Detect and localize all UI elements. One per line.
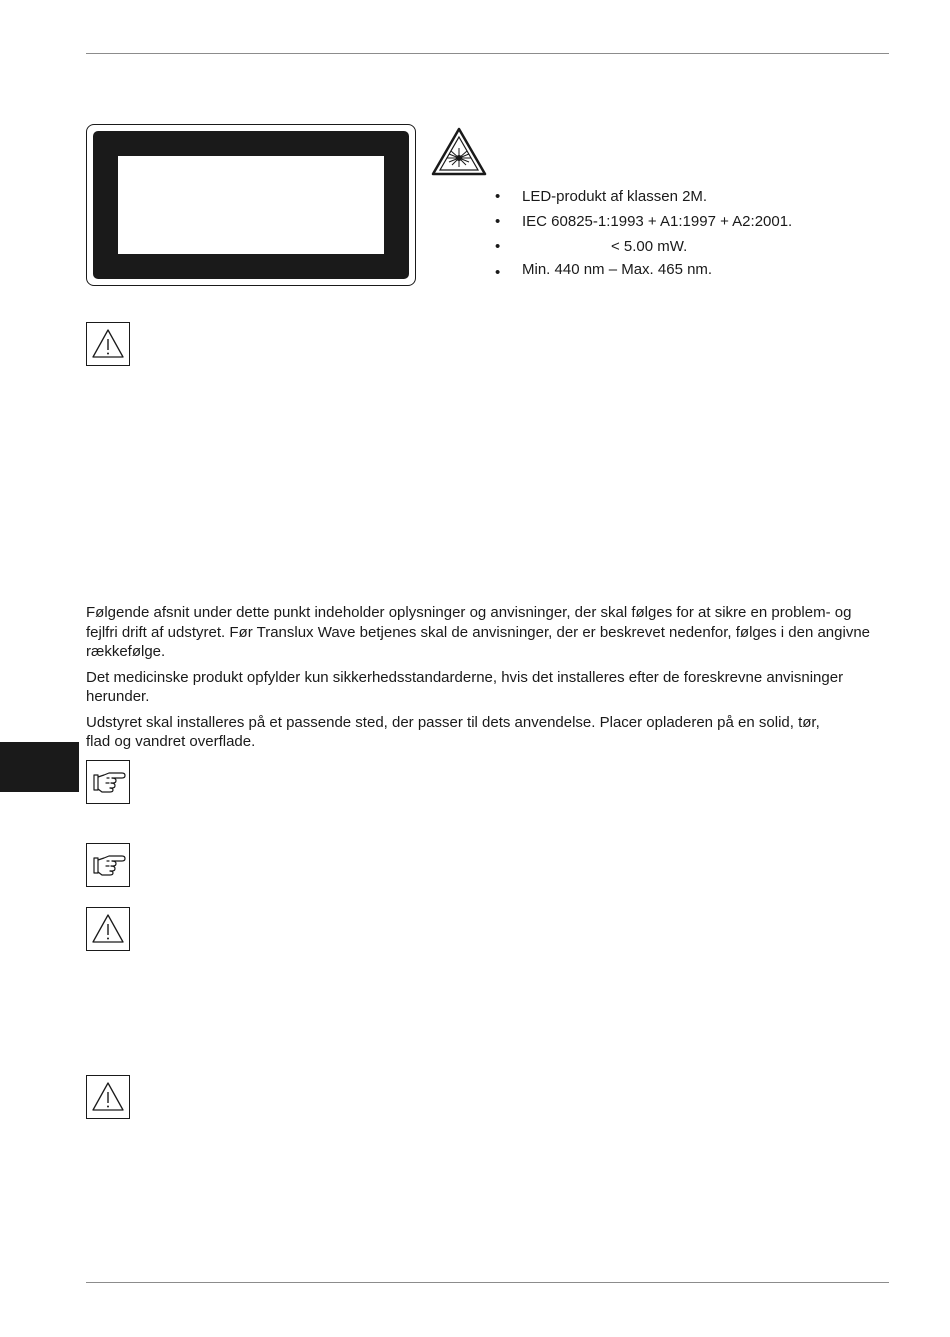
spec-item (495, 260, 875, 280)
label-border (93, 131, 409, 279)
spec-text: LED-produkt af klassen 2M. (522, 188, 708, 205)
spec-subtext: Min. 440 nm – Max. 465 nm. (522, 261, 713, 278)
spec-item (495, 209, 875, 234)
bullet: • (495, 213, 501, 230)
warning-triangle-icon (86, 907, 130, 951)
laser-spec-list (495, 184, 875, 280)
chapter-tab (0, 742, 79, 792)
label-text-area (118, 156, 384, 254)
spec-text: IEC 60825-1:1993 + A1:1997 + A2:2001. (522, 213, 793, 230)
spec-text: < 5.00 mW. (611, 238, 688, 255)
header-rule (86, 53, 889, 54)
warning-triangle-icon (86, 322, 130, 366)
laser-warning-icon (431, 127, 487, 177)
spec-item (495, 184, 875, 209)
bullet: • (495, 264, 501, 281)
paragraph: Følgende afsnit under dette punkt indeholder oplysninger og anvisninger, der skal følges for at sikre en problem- og fejlfri drift af udstyret. Før Translux Wave betjenes skal de anvisninger, der er beskrevet nedenfor, følges i den angivne rækkefølge. (86, 604, 870, 660)
footer-rule (86, 1282, 889, 1283)
paragraph: Det medicinske produkt opfylder kun sikkerhedsstandarderne, hvis det installeres efter de foreskrevne anvisninger herunder. (86, 668, 844, 705)
spec-item (495, 234, 875, 259)
warning-triangle-icon (86, 1075, 130, 1119)
pointing-hand-icon (86, 760, 130, 804)
installation-text (86, 603, 886, 758)
laser-class-label (86, 124, 416, 286)
pointing-hand-icon (86, 843, 130, 887)
bullet: • (495, 238, 501, 255)
bullet: • (495, 188, 501, 205)
paragraph: Udstyret skal installeres på et passende sted, der passer til dets anvendelse. Placer opladeren på en solid, tør, flad og vandret overflade. (86, 713, 820, 750)
